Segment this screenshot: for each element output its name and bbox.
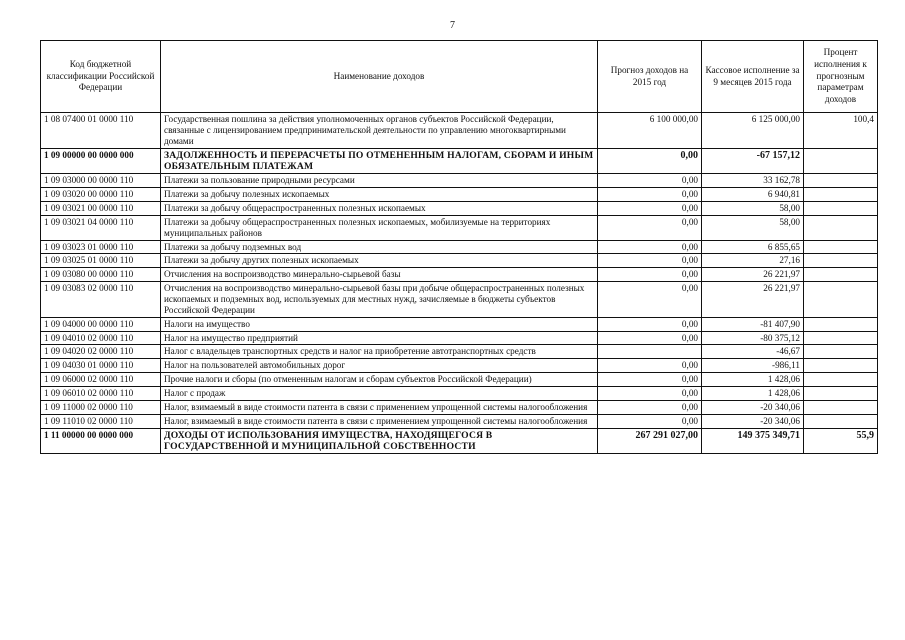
percent-cell (804, 188, 878, 202)
actual-cell: 1 428,06 (702, 386, 804, 400)
forecast-cell: 0,00 (598, 215, 702, 240)
percent-cell (804, 254, 878, 268)
actual-cell: 33 162,78 (702, 174, 804, 188)
forecast-cell: 0,00 (598, 400, 702, 414)
table-row (41, 282, 878, 318)
table-row (41, 240, 878, 254)
percent-cell (804, 201, 878, 215)
table-row (41, 174, 878, 188)
percent-cell (804, 282, 878, 318)
budget-code-cell: 1 09 00000 00 0000 000 (41, 148, 161, 174)
revenue-name-cell: Прочие налоги и сборы (по отмененным налогам и сборам субъектов Российской Федерации) (161, 373, 598, 387)
header-actual: Кассовое исполнение за 9 месяцев 2015 года (702, 41, 804, 113)
table-row (41, 188, 878, 202)
table-row (41, 428, 878, 454)
percent-cell (804, 414, 878, 428)
actual-cell: 149 375 349,71 (702, 428, 804, 454)
actual-cell: -67 157,12 (702, 148, 804, 174)
budget-code-cell: 1 09 03021 00 0000 110 (41, 201, 161, 215)
table-row (41, 386, 878, 400)
actual-cell: 58,00 (702, 215, 804, 240)
forecast-cell: 0,00 (598, 188, 702, 202)
actual-cell: 6 940,81 (702, 188, 804, 202)
forecast-cell: 0,00 (598, 359, 702, 373)
table-row (41, 359, 878, 373)
revenue-name-cell: Платежи за добычу подземных вод (161, 240, 598, 254)
budget-code-cell: 1 09 06010 02 0000 110 (41, 386, 161, 400)
table-row (41, 345, 878, 359)
actual-cell: -986,11 (702, 359, 804, 373)
table-row (41, 414, 878, 428)
header-name: Наименование доходов (161, 41, 598, 113)
revenue-name-cell: Налог, взимаемый в виде стоимости патента в связи с применением упрощенной системы налогообложения (161, 414, 598, 428)
actual-cell: -46,67 (702, 345, 804, 359)
percent-cell (804, 331, 878, 345)
revenue-name-cell: Платежи за добычу общераспространенных полезных ископаемых (161, 201, 598, 215)
table-body (41, 113, 878, 454)
percent-cell (804, 215, 878, 240)
budget-code-cell: 1 09 03023 01 0000 110 (41, 240, 161, 254)
revenue-name-cell: Платежи за добычу общераспространенных полезных ископаемых, мобилизуемые на территориях муниципальных районов (161, 215, 598, 240)
page-number: 7 (450, 20, 455, 31)
forecast-cell: 0,00 (598, 148, 702, 174)
forecast-cell: 267 291 027,00 (598, 428, 702, 454)
actual-cell: 26 221,97 (702, 268, 804, 282)
budget-code-cell: 1 09 03021 04 0000 110 (41, 215, 161, 240)
table-row (41, 148, 878, 174)
table-row (41, 254, 878, 268)
actual-cell: -80 375,12 (702, 331, 804, 345)
budget-code-cell: 1 09 03080 00 0000 110 (41, 268, 161, 282)
actual-cell: -20 340,06 (702, 400, 804, 414)
percent-cell (804, 400, 878, 414)
actual-cell: 27,16 (702, 254, 804, 268)
percent-cell (804, 240, 878, 254)
table-row (41, 317, 878, 331)
forecast-cell: 0,00 (598, 331, 702, 345)
revenue-table (40, 40, 878, 454)
revenue-name-cell: Налог на имущество предприятий (161, 331, 598, 345)
budget-code-cell: 1 09 03020 00 0000 110 (41, 188, 161, 202)
revenue-name-cell: Платежи за добычу других полезных ископаемых (161, 254, 598, 268)
percent-cell (804, 345, 878, 359)
budget-code-cell: 1 09 11000 02 0000 110 (41, 400, 161, 414)
percent-cell (804, 268, 878, 282)
revenue-name-cell: Отчисления на воспроизводство минерально-сырьевой базы (161, 268, 598, 282)
budget-code-cell: 1 11 00000 00 0000 000 (41, 428, 161, 454)
forecast-cell: 0,00 (598, 254, 702, 268)
budget-code-cell: 1 09 03025 01 0000 110 (41, 254, 161, 268)
percent-cell (804, 174, 878, 188)
table-row (41, 201, 878, 215)
revenue-name-cell: Государственная пошлина за действия уполномоченных органов субъектов Российской Федерации, связанные с лицензированием предпринимательской деятельности по управлению многоквартирными домами (161, 113, 598, 149)
revenue-name-cell: ДОХОДЫ ОТ ИСПОЛЬЗОВАНИЯ ИМУЩЕСТВА, НАХОДЯЩЕГОСЯ В ГОСУДАРСТВЕННОЙ И МУНИЦИПАЛЬНОЙ СОБСТВЕННОСТИ (161, 428, 598, 454)
percent-cell (804, 373, 878, 387)
table-header-row (41, 41, 878, 113)
budget-code-cell: 1 09 03083 02 0000 110 (41, 282, 161, 318)
revenue-name-cell: Отчисления на воспроизводство минерально-сырьевой базы при добыче общераспространенных полезных ископаемых и подземных вод, используемых для местных нужд, зачисляемые в бюджеты субъектов Российской Федерации (161, 282, 598, 318)
percent-cell (804, 386, 878, 400)
percent-cell (804, 317, 878, 331)
forecast-cell: 0,00 (598, 317, 702, 331)
table-row (41, 331, 878, 345)
table-row (41, 373, 878, 387)
percent-cell: 55,9 (804, 428, 878, 454)
revenue-name-cell: Налог, взимаемый в виде стоимости патента в связи с применением упрощенной системы налогообложения (161, 400, 598, 414)
revenue-name-cell: Налог на пользователей автомобильных дорог (161, 359, 598, 373)
forecast-cell: 0,00 (598, 201, 702, 215)
revenue-name-cell: Налог с владельцев транспортных средств и налог на приобретение автотранспортных средств (161, 345, 598, 359)
revenue-name-cell: Платежи за пользование природными ресурсами (161, 174, 598, 188)
budget-code-cell: 1 09 04010 02 0000 110 (41, 331, 161, 345)
budget-code-cell: 1 09 11010 02 0000 110 (41, 414, 161, 428)
actual-cell: 26 221,97 (702, 282, 804, 318)
table-row (41, 268, 878, 282)
header-forecast: Прогноз доходов на 2015 год (598, 41, 702, 113)
budget-code-cell: 1 08 07400 01 0000 110 (41, 113, 161, 149)
table-row (41, 400, 878, 414)
forecast-cell: 0,00 (598, 386, 702, 400)
header-code: Код бюджетной классификации Российской Федерации (41, 41, 161, 113)
forecast-cell: 0,00 (598, 268, 702, 282)
revenue-name-cell: Налог с продаж (161, 386, 598, 400)
forecast-cell: 0,00 (598, 373, 702, 387)
forecast-cell: 0,00 (598, 174, 702, 188)
forecast-cell (598, 345, 702, 359)
actual-cell: -20 340,06 (702, 414, 804, 428)
revenue-name-cell: Налоги на имущество (161, 317, 598, 331)
forecast-cell: 6 100 000,00 (598, 113, 702, 149)
forecast-cell: 0,00 (598, 414, 702, 428)
header-percent: Процент исполнения к прогнозным параметрам доходов (804, 41, 878, 113)
budget-code-cell: 1 09 04020 02 0000 110 (41, 345, 161, 359)
forecast-cell: 0,00 (598, 240, 702, 254)
percent-cell (804, 359, 878, 373)
revenue-name-cell: ЗАДОЛЖЕННОСТЬ И ПЕРЕРАСЧЕТЫ ПО ОТМЕНЕННЫМ НАЛОГАМ, СБОРАМ И ИНЫМ ОБЯЗАТЕЛЬНЫМ ПЛАТЕЖАМ (161, 148, 598, 174)
percent-cell: 100,4 (804, 113, 878, 149)
actual-cell: 6 125 000,00 (702, 113, 804, 149)
actual-cell: -81 407,90 (702, 317, 804, 331)
budget-code-cell: 1 09 04000 00 0000 110 (41, 317, 161, 331)
budget-code-cell: 1 09 06000 02 0000 110 (41, 373, 161, 387)
actual-cell: 6 855,65 (702, 240, 804, 254)
forecast-cell: 0,00 (598, 282, 702, 318)
budget-code-cell: 1 09 04030 01 0000 110 (41, 359, 161, 373)
actual-cell: 58,00 (702, 201, 804, 215)
actual-cell: 1 428,06 (702, 373, 804, 387)
revenue-name-cell: Платежи за добычу полезных ископаемых (161, 188, 598, 202)
table-row (41, 215, 878, 240)
percent-cell (804, 148, 878, 174)
budget-code-cell: 1 09 03000 00 0000 110 (41, 174, 161, 188)
table-row (41, 113, 878, 149)
